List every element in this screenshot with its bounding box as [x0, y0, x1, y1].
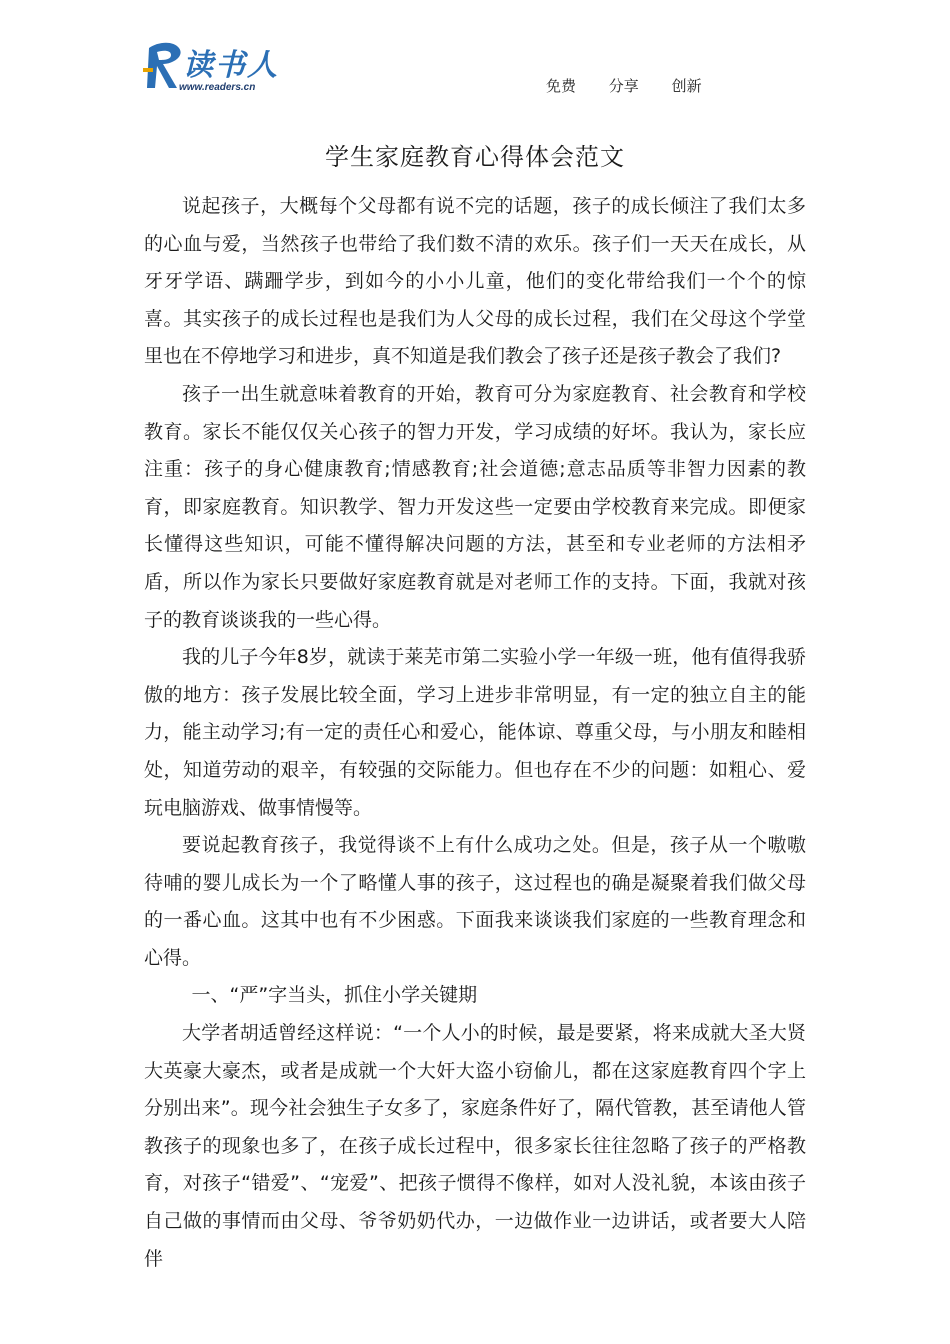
site-logo[interactable] — [143, 38, 283, 100]
body-paragraph: 孩子一出生就意味着教育的开始，教育可分为家庭教育、社会教育和学校教育。家长不能仅仅关心孩子的智力开发，学习成绩的好坏。我认为，家长应注重：孩子的身心健康教育;情感教育;社会道德;意志品质等非智力因素的教育，即家庭教育。知识教学、智力开发这些一定要由学校教育来完成。即便家长懂得这些知识，可能不懂得解决问题的方法，甚至和专业老师的方法相矛盾，所以作为家长只要做好家庭教育就是对老师工作的支持。下面，我就对孩子的教育谈谈我的一些心得。 — [144, 382, 806, 631]
document-body — [144, 188, 806, 1278]
slogan-item: 分享 — [608, 77, 639, 95]
body-paragraph: 我的儿子今年8岁，就读于莱芜市第二实验小学一年级一班，他有值得我骄傲的地方：孩子发展比较全面，学习上进步非常明显，有一定的独立自主的能力，能主动学习;有一定的责任心和爱心，能体谅、尊重父母，与小朋友和睦相处，知道劳动的艰辛，有较强的交际能力。但也存在不少的问题：如粗心、爱玩电脑游戏、做事情慢等。 — [144, 646, 806, 819]
body-paragraph: 要说起教育孩子，我觉得谈不上有什么成功之处。但是，孩子从一个嗷嗷待哺的婴儿成长为一个了略懂人事的孩子，这过程也的确是凝聚着我们做父母的一番心血。这其中也有不少困惑。下面我来谈谈我们家庭的一些教育理念和心得。 — [144, 834, 806, 969]
slogan-item: 创新 — [671, 77, 702, 95]
body-paragraph: 大学者胡适曾经这样说：“一个人小的时候，最是要紧，将来成就大圣大贤大英豪大豪杰，或者是成就一个大奸大盗小窃偷儿，都在这家庭教育四个字上分别出来”。现今社会独生子女多了，家庭条件好了，隔代管教，甚至请他人管教孩子的现象也多了，在孩子成长过程中，很多家长往往忽略了孩子的严格教育，对孩子“错爱”、“宠爱”、把孩子惯得不像样，如对人没礼貌，本该由孩子自己做的事情而由父母、爷爷奶奶代办，一边做作业一边讲话，或者要大人陪伴 — [144, 1022, 806, 1270]
body-paragraph: 说起孩子，大概每个父母都有说不完的话题，孩子的成长倾注了我们太多的心血与爱，当然孩子也带给了我们数不清的欢乐。孩子们一天天在成长，从牙牙学语、蹒跚学步，到如今的小小儿童，他们的变化带给我们一个个的惊喜。其实孩子的成长过程也是我们为人父母的成长过程，我们在父母这个学堂里也在不停地学习和进步，真不知道是我们教会了孩子还是孩子教会了我们? — [144, 195, 806, 368]
slogan-item: 免费 — [546, 77, 577, 95]
logo-wordmark: 读书人 — [183, 48, 279, 83]
header-slogan — [546, 75, 716, 96]
document-title: 学生家庭教育心得体会范文 — [325, 143, 625, 171]
page-header — [0, 0, 950, 110]
section-heading: 一、“严”字当头，抓住小学关键期 — [191, 984, 478, 1007]
logo-url: www.readers.cn — [179, 82, 256, 93]
